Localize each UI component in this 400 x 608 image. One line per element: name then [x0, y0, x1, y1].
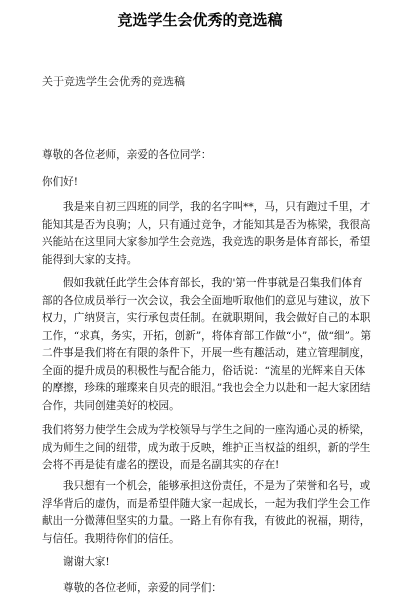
- paragraph-commitment: 我只想有一个机会，能够承担这份责任，不是为了荣誉和名号，或浮华背后的虚伪，而是希望伴随大家一起成长，一起为我们学生会工作献出一分微薄但坚实的力量。一路上有你有我，有彼此的祝福，期待，与信任。我期待你们的信任。: [42, 480, 371, 545]
- document-title: 竞选学生会优秀的竞选稿: [117, 11, 283, 29]
- closing-salutation: 尊敬的各位老师，亲爱的同学们：: [63, 582, 222, 594]
- paragraph-plans: 假如我就任此学生会体育部长，我的'第一件事就是召集我们体育部的各位成员举行一次会议，我会全面地听取他们的意见与建议，放下权力，广纳贤言，实行承包责任制。在就职期间，我会做好自己的本职工作，“求真，务实，开拓，创新”，将体育部工作做“小”，做“细”。第二件事是我们将在有限的条件下，开展一些有趣活动，建立管理制度，全面的提升成员的积极性与配合能力，俗话说：“流星的光辉来自天体的摩擦，珍珠的璀璨来自贝壳的眼泪。”我也会全力以赴和一起大家团结合作，共同创建美好的校园。: [42, 277, 372, 412]
- greeting: 你们好!: [42, 176, 79, 188]
- document-subtitle: 关于竞选学生会优秀的竞选稿: [42, 75, 185, 88]
- salutation: 尊敬的各位老师，亲爱的各位同学：: [42, 149, 212, 161]
- paragraph-goals: 我们将努力使学生会成为学校领导与学生之间的一座沟通心灵的桥梁，成为师生之间的纽带，成为敢于反映，维护正当权益的组织，新的学生会将不再是徒有虚名的摆设，而是名副其实的存在!: [42, 424, 371, 471]
- thanks-line: 谢谢大家!: [63, 556, 110, 568]
- paragraph-introduction: 我是来自初三四班的同学，我的名字叫**，马，只有跑过千里，才能知其是否为良驹；人，只有通过竞争，才能知其是否为栋梁，我很高兴能站在这里同大家参加学生会竞选，我竞选的职务是体育部长，希望能得到大家的支持。: [42, 201, 371, 266]
